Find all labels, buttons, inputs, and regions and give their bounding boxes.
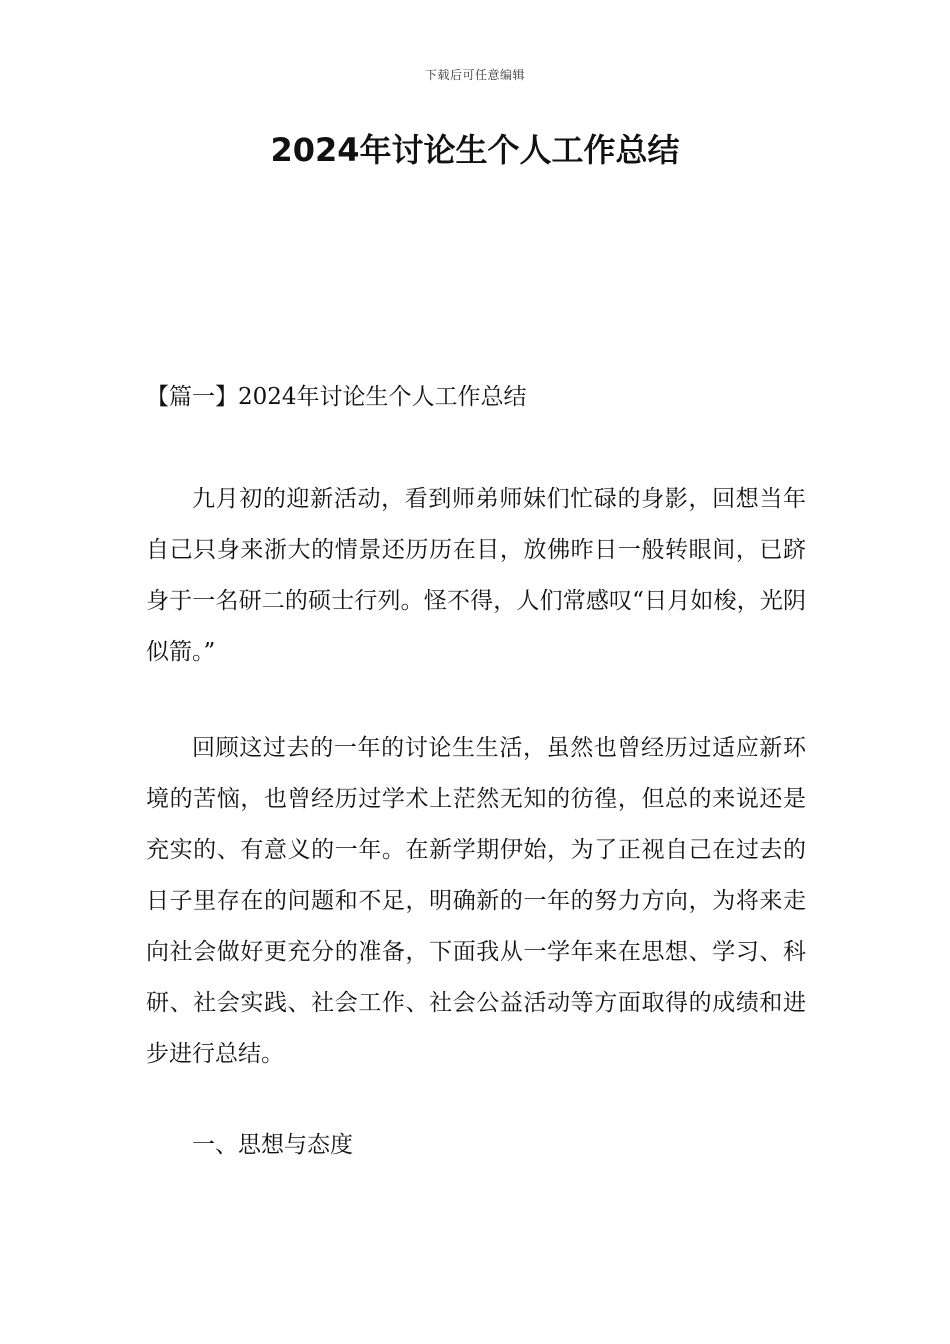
paragraph-review: 回顾这过去的一年的讨论生生活，虽然也曾经历过适应新环境的苦恼，也曾经历过学术上茫然无知的彷徨，但总的来说还是充实的、有意义的一年。在新学期伊始，为了正视自己在过去的日子里存在的问题和不足，明确新的一年的努力方向，为将来走向社会做好更充分的准备，下面我从一学年来在思想、学习、科研、社会实践、社会工作、社会公益活动等方面取得的成绩和进步进行总结。 [146,735,806,1067]
paragraph-intro: 九月初的迎新活动，看到师弟师妹们忙碌的身影，回想当年自己只身来浙大的情景还历历在目，放佛昨日一般转眼间，已跻身于一名研二的硕士行列。怪不得，人们常感叹“日月如梭，光阴似箭。” [146,486,806,665]
header-note: 下载后可任意编辑 [424,68,525,82]
document-title: 2024年讨论生个人工作总结 [270,131,680,169]
subheading-thought-attitude: 一、思想与态度 [192,1132,353,1158]
section-heading: 【篇一】2024年讨论生个人工作总结 [146,384,527,410]
